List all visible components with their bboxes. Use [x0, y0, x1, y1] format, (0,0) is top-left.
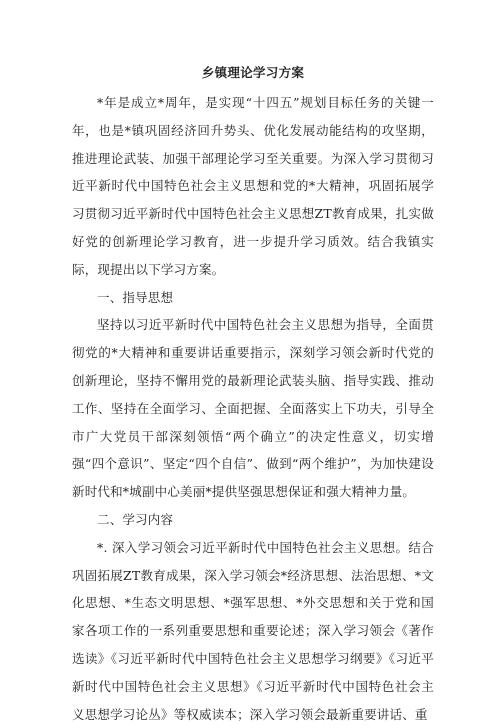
- section-heading-guiding-ideology: 一、指导思想: [97, 289, 174, 305]
- guiding-ideology-paragraph: 坚持以习近平新时代中国特色社会主义思想为指导，全面贯彻党的*大精神和重要讲话重要指示，深刻学习领会新时代党的创新理论，坚持不懈用党的最新理论武装头脑、指导实践、推动工作、坚持在全面学习、全面把握、全面落实上下功夫，引导全市广大党员干部深刻领悟“两个确立”的决定性意义，切实增强“四个意识”、坚定“四个自信”、做到“两个维护”，为加快建设新时代和*城副中心美丽*提供坚强思想保证和强大精神力量。: [72, 317, 434, 500]
- intro-paragraph: *年是成立*周年，是实现“十四五”规划目标任务的关键一年，也是*镇巩固经济回升势头、优化发展动能结构的攻坚期，推进理论武装、加强干部理论学习至关重要。为深入学习贯彻习近平新时代中国特色社会主义思想和党的*大精神，巩固拓展学习贯彻习近平新时代中国特色社会主义思想ZT教育成果，扎实做好党的创新理论学习教育，进一步提升学习质效。结合我镇实际，现提出以下学习方案。: [72, 95, 434, 277]
- document-title: 乡镇理论学习方案: [201, 65, 305, 80]
- section-heading-study-content: 二、学习内容: [97, 511, 174, 527]
- study-content-paragraph: *. 深入学习领会习近平新时代中国特色社会主义思想。结合巩固拓展ZT教育成果，深入学习领会*经济思想、法治思想、*文化思想、*生态文明思想、*强军思想、*外交思想和关于党和国家各项工作的一系列重要思想和重要论述；深入学习领会《著作选读》《习近平新时代中国特色社会主义思想学习纲要》《习近平新时代中国特色社会主义思想》《习近平新时代中国特色社会主义思想学习论丛》等权威读本；深入学习领会最新重要讲话、重: [72, 539, 434, 722]
